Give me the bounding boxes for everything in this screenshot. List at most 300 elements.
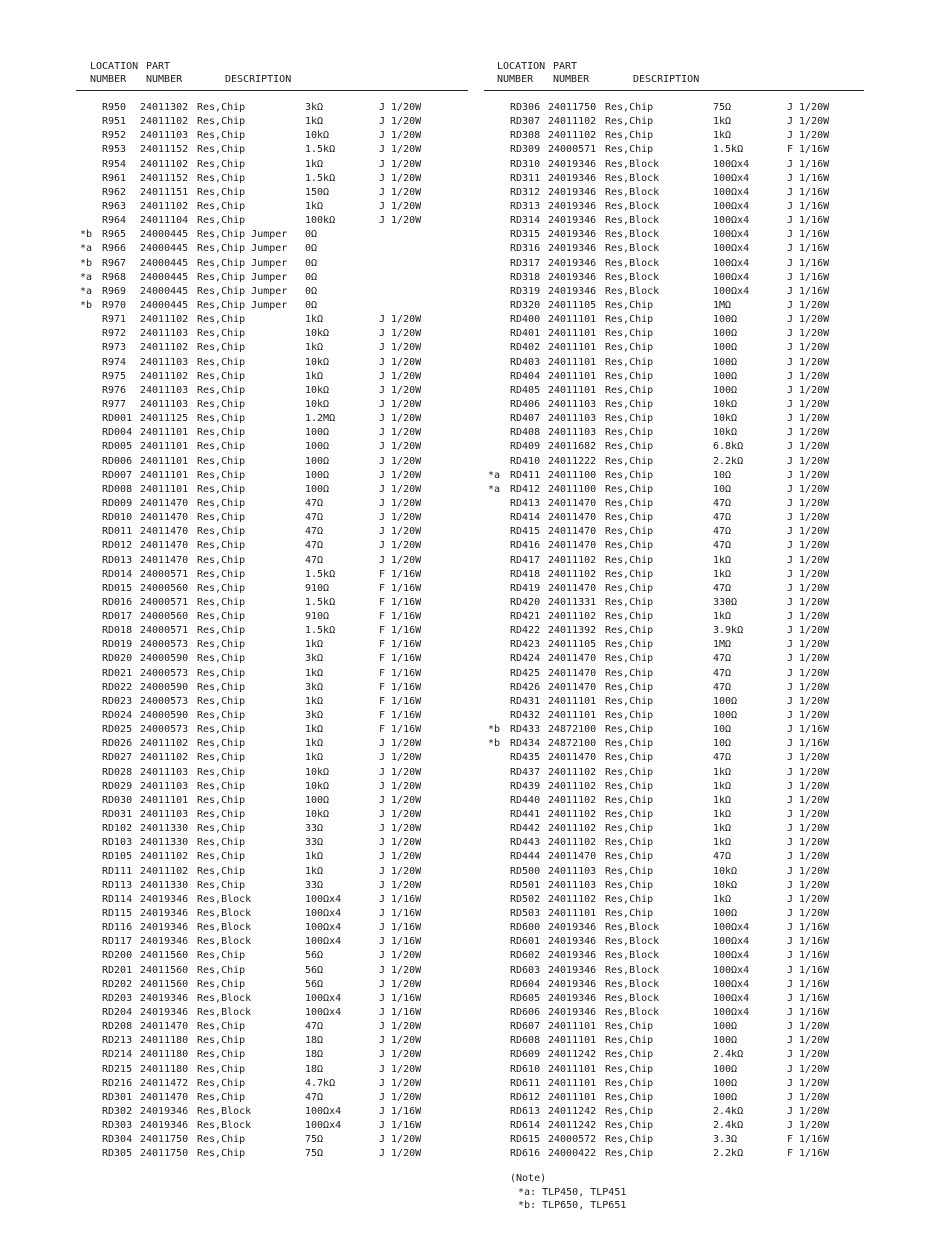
part-number: 24011101 bbox=[140, 427, 189, 439]
tolerance-wattage: J 1/20W bbox=[379, 1148, 422, 1160]
resistance-value: 1kΩ bbox=[713, 794, 732, 806]
tolerance-wattage: J 1/20W bbox=[379, 1077, 422, 1089]
description: Res,Chip bbox=[605, 342, 654, 354]
resistance-value: 100Ω bbox=[713, 1091, 738, 1103]
location-number: RD411 bbox=[510, 469, 541, 481]
tolerance-wattage: J 1/20W bbox=[787, 398, 830, 410]
table-row bbox=[484, 949, 864, 963]
table-row bbox=[76, 384, 468, 398]
resistance-value: 47Ω bbox=[305, 512, 324, 524]
part-number: 24011470 bbox=[140, 554, 189, 566]
part-number: 24011470 bbox=[548, 512, 597, 524]
tolerance-wattage: J 1/16W bbox=[379, 992, 422, 1004]
part-number: 24000445 bbox=[140, 229, 189, 241]
description: Res,Chip bbox=[197, 144, 246, 156]
table-row bbox=[76, 836, 468, 850]
description: Res,Chip bbox=[197, 794, 246, 806]
resistance-value: 47Ω bbox=[305, 1091, 324, 1103]
location-number: RD435 bbox=[510, 752, 541, 764]
tolerance-wattage: F 1/16W bbox=[379, 568, 422, 580]
resistance-value: 1kΩ bbox=[713, 893, 732, 905]
location-number: RD311 bbox=[510, 172, 541, 184]
note-marker: *a bbox=[80, 243, 93, 255]
resistance-value: 100Ωx4 bbox=[713, 978, 750, 990]
location-number: RD410 bbox=[510, 455, 541, 467]
part-number: 24019346 bbox=[548, 257, 597, 269]
part-number: 24011470 bbox=[548, 752, 597, 764]
resistance-value: 100Ω bbox=[305, 427, 330, 439]
table-row bbox=[76, 554, 468, 568]
note-block bbox=[510, 1172, 626, 1213]
description: Res,Chip bbox=[605, 1077, 654, 1089]
description: Res,Chip bbox=[197, 681, 246, 693]
description: Res,Chip bbox=[605, 653, 654, 665]
tolerance-wattage: J 1/20W bbox=[379, 1134, 422, 1146]
part-number: 24011560 bbox=[140, 978, 189, 990]
location-number: RD606 bbox=[510, 1007, 541, 1018]
description: Res,Chip bbox=[197, 978, 246, 990]
tolerance-wattage: J 1/20W bbox=[787, 865, 830, 877]
tolerance-wattage: J 1/16W bbox=[787, 1007, 830, 1018]
table-row bbox=[76, 172, 468, 186]
location-number: RD303 bbox=[102, 1120, 133, 1132]
location-number: RD320 bbox=[510, 299, 541, 311]
tolerance-wattage: J 1/20W bbox=[787, 540, 830, 552]
location-number: RD439 bbox=[510, 780, 541, 792]
description: Res,Chip bbox=[197, 1063, 246, 1075]
description: Res,Chip bbox=[197, 370, 246, 382]
table-row bbox=[76, 327, 468, 341]
resistance-value: 1kΩ bbox=[305, 370, 324, 382]
resistance-value: 10kΩ bbox=[713, 413, 738, 425]
tolerance-wattage: J 1/20W bbox=[379, 752, 422, 764]
location-number: RD116 bbox=[102, 922, 133, 934]
tolerance-wattage: J 1/20W bbox=[787, 441, 830, 453]
part-number: 24011101 bbox=[548, 384, 597, 396]
note-marker: *b bbox=[80, 257, 93, 269]
part-number: 24011101 bbox=[548, 342, 597, 354]
left-table-header bbox=[76, 58, 468, 91]
location-number: RD404 bbox=[510, 370, 541, 382]
part-number: 24011180 bbox=[140, 1035, 189, 1047]
location-number: RD309 bbox=[510, 144, 541, 156]
table-row bbox=[76, 667, 468, 681]
description: Res,Chip bbox=[197, 568, 246, 580]
tolerance-wattage: F 1/16W bbox=[379, 582, 422, 594]
resistance-value: 47Ω bbox=[305, 497, 324, 509]
resistance-value: 100Ω bbox=[305, 483, 330, 495]
description: Res,Chip bbox=[605, 413, 654, 425]
part-number: 24019346 bbox=[548, 285, 597, 297]
location-number: R964 bbox=[102, 215, 127, 227]
table-row bbox=[484, 935, 864, 949]
table-row bbox=[484, 921, 864, 935]
resistance-value: 47Ω bbox=[713, 540, 732, 552]
resistance-value: 1.5kΩ bbox=[305, 625, 336, 637]
location-number: RD306 bbox=[510, 102, 541, 113]
part-number: 24011470 bbox=[140, 540, 189, 552]
resistance-value: 47Ω bbox=[713, 497, 732, 509]
description: Res,Chip bbox=[605, 1035, 654, 1047]
tolerance-wattage: J 1/20W bbox=[787, 809, 830, 821]
description: Res,Chip bbox=[197, 653, 246, 665]
table-row bbox=[76, 1147, 468, 1161]
tolerance-wattage: J 1/20W bbox=[787, 526, 830, 538]
part-number: 24011103 bbox=[140, 398, 189, 410]
table-row bbox=[76, 101, 468, 115]
location-number: RD607 bbox=[510, 1021, 541, 1033]
part-number: 24011101 bbox=[548, 1091, 597, 1103]
part-number: 24019346 bbox=[548, 158, 597, 170]
part-number: 24019346 bbox=[548, 964, 597, 976]
resistance-value: 1kΩ bbox=[305, 695, 324, 707]
description: Res,Chip bbox=[605, 837, 654, 849]
note-marker: *a bbox=[80, 271, 93, 283]
tolerance-wattage: J 1/20W bbox=[379, 144, 422, 156]
part-number: 24011103 bbox=[140, 130, 189, 142]
tolerance-wattage: J 1/16W bbox=[787, 172, 830, 184]
resistance-value: 100Ω bbox=[305, 441, 330, 453]
tolerance-wattage: F 1/16W bbox=[379, 681, 422, 693]
resistance-value: 1kΩ bbox=[713, 568, 732, 580]
location-number: RD418 bbox=[510, 568, 541, 580]
location-number: RD200 bbox=[102, 950, 133, 962]
table-row bbox=[484, 822, 864, 836]
description: Res,Block bbox=[197, 992, 252, 1004]
table-row bbox=[484, 483, 864, 497]
location-number: RD016 bbox=[102, 596, 133, 608]
resistance-value: 47Ω bbox=[713, 653, 732, 665]
tolerance-wattage: J 1/20W bbox=[379, 102, 422, 113]
table-row bbox=[76, 978, 468, 992]
description: Res,Chip bbox=[605, 681, 654, 693]
description: Res,Chip bbox=[197, 724, 246, 736]
resistance-value: 3kΩ bbox=[305, 710, 324, 722]
part-number: 24019346 bbox=[548, 1007, 597, 1018]
resistance-value: 100Ω bbox=[713, 710, 738, 722]
part-number: 24011180 bbox=[140, 1049, 189, 1061]
description: Res,Chip bbox=[605, 695, 654, 707]
tolerance-wattage: J 1/16W bbox=[379, 936, 422, 948]
location-number: RD421 bbox=[510, 611, 541, 623]
description: Res,Chip bbox=[197, 441, 246, 453]
resistance-value: 1kΩ bbox=[305, 158, 324, 170]
description: Res,Block bbox=[197, 922, 252, 934]
table-row bbox=[76, 469, 468, 483]
table-row bbox=[76, 808, 468, 822]
description: Res,Chip bbox=[197, 540, 246, 552]
table-row bbox=[484, 271, 864, 285]
part-number: 24011222 bbox=[548, 455, 597, 467]
description: Res,Chip bbox=[197, 526, 246, 538]
location-number: R970 bbox=[102, 299, 127, 311]
description: Res,Chip bbox=[197, 752, 246, 764]
table-row bbox=[76, 398, 468, 412]
part-number: 24011102 bbox=[548, 766, 597, 778]
table-row bbox=[484, 341, 864, 355]
tolerance-wattage: J 1/16W bbox=[787, 738, 830, 750]
description: Res,Chip bbox=[605, 441, 654, 453]
description: Res,Chip bbox=[197, 512, 246, 524]
note-a: *a: TLP450, TLP451 bbox=[518, 1186, 627, 1198]
resistance-value: 1kΩ bbox=[713, 837, 732, 849]
location-number: RD412 bbox=[510, 483, 541, 495]
table-row bbox=[76, 695, 468, 709]
tolerance-wattage: J 1/20W bbox=[787, 766, 830, 778]
description: Res,Block bbox=[605, 271, 660, 283]
resistance-value: 100Ωx4 bbox=[305, 1120, 342, 1132]
location-number: RD317 bbox=[510, 257, 541, 269]
description: Res,Block bbox=[605, 257, 660, 269]
part-number: 24011103 bbox=[548, 413, 597, 425]
part-number: 24011102 bbox=[548, 794, 597, 806]
tolerance-wattage: J 1/16W bbox=[787, 285, 830, 297]
resistance-value: 100Ωx4 bbox=[713, 200, 750, 212]
table-row bbox=[76, 1020, 468, 1034]
table-row bbox=[76, 214, 468, 228]
description: Res,Chip bbox=[605, 794, 654, 806]
description: Res,Chip bbox=[197, 1049, 246, 1061]
description: Res,Block bbox=[605, 200, 660, 212]
description: Res,Chip bbox=[605, 823, 654, 835]
table-row bbox=[484, 1077, 864, 1091]
description: Res,Block bbox=[605, 950, 660, 962]
location-number: RD007 bbox=[102, 469, 133, 481]
resistance-value: 100Ω bbox=[713, 1035, 738, 1047]
tolerance-wattage: J 1/16W bbox=[787, 215, 830, 227]
location-number: RD413 bbox=[510, 497, 541, 509]
part-number: 24011101 bbox=[548, 370, 597, 382]
tolerance-wattage: J 1/20W bbox=[787, 794, 830, 806]
tolerance-wattage: F 1/16W bbox=[379, 653, 422, 665]
location-number: RD022 bbox=[102, 681, 133, 693]
resistance-value: 1.2MΩ bbox=[305, 413, 336, 425]
part-number: 24011102 bbox=[140, 752, 189, 764]
location-number: RD444 bbox=[510, 851, 541, 863]
resistance-value: 100Ωx4 bbox=[713, 936, 750, 948]
part-number: 24019346 bbox=[140, 936, 189, 948]
table-row bbox=[484, 850, 864, 864]
table-row bbox=[76, 1105, 468, 1119]
part-number: 24011102 bbox=[548, 809, 597, 821]
part-number: 24019346 bbox=[548, 229, 597, 241]
resistance-value: 47Ω bbox=[305, 554, 324, 566]
location-number: RD103 bbox=[102, 837, 133, 849]
location-number-header: LOCATION NUMBER bbox=[497, 61, 546, 85]
description-header: DESCRIPTION bbox=[225, 74, 292, 85]
tolerance-wattage: F 1/16W bbox=[379, 625, 422, 637]
table-row bbox=[484, 723, 864, 737]
tolerance-wattage: J 1/16W bbox=[379, 1105, 422, 1117]
table-row bbox=[484, 327, 864, 341]
table-row bbox=[484, 1048, 864, 1062]
location-number: RD500 bbox=[510, 865, 541, 877]
resistance-value: 10kΩ bbox=[713, 398, 738, 410]
tolerance-wattage: J 1/20W bbox=[787, 1120, 830, 1132]
tolerance-wattage: J 1/20W bbox=[787, 596, 830, 608]
resistance-value: 47Ω bbox=[305, 540, 324, 552]
description: Res,Chip bbox=[605, 299, 654, 311]
description: Res,Chip bbox=[197, 950, 246, 962]
part-number: 24019346 bbox=[548, 243, 597, 255]
table-row bbox=[484, 638, 864, 652]
part-number: 24019346 bbox=[140, 893, 189, 905]
part-number: 24011102 bbox=[140, 314, 189, 326]
description: Res,Block bbox=[197, 1105, 252, 1117]
tolerance-wattage: J 1/16W bbox=[787, 950, 830, 962]
location-number: RD401 bbox=[510, 328, 541, 340]
description: Res,Chip bbox=[605, 667, 654, 679]
part-number: 24019346 bbox=[140, 992, 189, 1004]
table-row bbox=[484, 766, 864, 780]
part-number: 24011102 bbox=[548, 116, 597, 128]
tolerance-wattage: J 1/20W bbox=[379, 200, 422, 212]
resistance-value: 100Ωx4 bbox=[305, 922, 342, 934]
resistance-value: 100Ω bbox=[713, 384, 738, 396]
description: Res,Block bbox=[197, 893, 252, 905]
location-number: RD202 bbox=[102, 978, 133, 990]
description: Res,Chip Jumper bbox=[197, 271, 288, 283]
note-marker: *b bbox=[80, 299, 93, 311]
description: Res,Block bbox=[605, 172, 660, 184]
tolerance-wattage: J 1/20W bbox=[379, 512, 422, 524]
table-row bbox=[484, 1091, 864, 1105]
resistance-value: 1kΩ bbox=[305, 342, 324, 354]
description: Res,Chip bbox=[605, 893, 654, 905]
part-number: 24019346 bbox=[548, 215, 597, 227]
part-number: 24019346 bbox=[548, 992, 597, 1004]
tolerance-wattage: J 1/20W bbox=[379, 851, 422, 863]
description: Res,Chip Jumper bbox=[197, 257, 288, 269]
description: Res,Chip bbox=[605, 611, 654, 623]
resistance-value: 1kΩ bbox=[713, 554, 732, 566]
resistance-value: 100Ωx4 bbox=[305, 893, 342, 905]
table-row bbox=[76, 158, 468, 172]
tolerance-wattage: J 1/16W bbox=[379, 1120, 422, 1132]
tolerance-wattage: J 1/16W bbox=[787, 978, 830, 990]
tolerance-wattage: J 1/20W bbox=[787, 455, 830, 467]
location-number: R966 bbox=[102, 243, 127, 255]
description: Res,Chip bbox=[197, 596, 246, 608]
location-number: RD419 bbox=[510, 582, 541, 594]
description: Res,Chip bbox=[605, 1105, 654, 1117]
location-number: RD304 bbox=[102, 1134, 133, 1146]
tolerance-wattage: J 1/20W bbox=[787, 554, 830, 566]
part-number: 24011682 bbox=[548, 441, 597, 453]
resistance-value: 100Ω bbox=[713, 342, 738, 354]
part-number: 24011101 bbox=[140, 441, 189, 453]
resistance-value: 1kΩ bbox=[713, 116, 732, 128]
tolerance-wattage: J 1/16W bbox=[787, 186, 830, 198]
location-number: RD115 bbox=[102, 908, 133, 920]
description: Res,Chip bbox=[605, 582, 654, 594]
table-row bbox=[484, 554, 864, 568]
table-row bbox=[484, 143, 864, 157]
resistance-value: 100Ω bbox=[305, 469, 330, 481]
part-number: 24011330 bbox=[140, 879, 189, 891]
table-row bbox=[76, 426, 468, 440]
location-number-header: LOCATION NUMBER bbox=[90, 61, 139, 85]
location-number: RD314 bbox=[510, 215, 541, 227]
tolerance-wattage: J 1/20W bbox=[379, 1049, 422, 1061]
tolerance-wattage: J 1/20W bbox=[787, 710, 830, 722]
part-number: 24019346 bbox=[140, 922, 189, 934]
part-number: 24011750 bbox=[140, 1148, 189, 1160]
tolerance-wattage: J 1/20W bbox=[379, 526, 422, 538]
tolerance-wattage: J 1/20W bbox=[787, 823, 830, 835]
tolerance-wattage: J 1/20W bbox=[379, 964, 422, 976]
tolerance-wattage: J 1/20W bbox=[379, 398, 422, 410]
part-number: 24011101 bbox=[548, 1035, 597, 1047]
tolerance-wattage: J 1/20W bbox=[787, 328, 830, 340]
resistance-value: 100Ωx4 bbox=[713, 964, 750, 976]
description: Res,Chip bbox=[605, 427, 654, 439]
location-number: RD014 bbox=[102, 568, 133, 580]
location-number: RD029 bbox=[102, 780, 133, 792]
part-number: 24011103 bbox=[140, 780, 189, 792]
description: Res,Chip bbox=[197, 483, 246, 495]
tolerance-wattage: J 1/20W bbox=[379, 497, 422, 509]
tolerance-wattage: J 1/16W bbox=[787, 271, 830, 283]
table-row bbox=[484, 907, 864, 921]
table-row bbox=[76, 921, 468, 935]
part-number: 24011102 bbox=[548, 893, 597, 905]
part-number: 24011101 bbox=[548, 314, 597, 326]
table-row bbox=[484, 1147, 864, 1161]
table-row bbox=[76, 271, 468, 285]
tolerance-wattage: J 1/20W bbox=[379, 540, 422, 552]
resistance-value: 1kΩ bbox=[713, 809, 732, 821]
location-number: RD605 bbox=[510, 992, 541, 1004]
table-row bbox=[484, 200, 864, 214]
description: Res,Chip bbox=[197, 215, 246, 227]
tolerance-wattage: J 1/20W bbox=[379, 441, 422, 453]
part-number: 24000572 bbox=[548, 1134, 597, 1146]
description: Res,Block bbox=[197, 936, 252, 948]
description: Res,Chip bbox=[197, 1134, 246, 1146]
description: Res,Chip bbox=[605, 639, 654, 651]
tolerance-wattage: J 1/16W bbox=[787, 922, 830, 934]
table-row bbox=[76, 638, 468, 652]
resistance-value: 56Ω bbox=[305, 978, 324, 990]
table-row bbox=[484, 214, 864, 228]
description: Res,Chip bbox=[605, 102, 654, 113]
tolerance-wattage: J 1/20W bbox=[787, 695, 830, 707]
part-number: 24872100 bbox=[548, 724, 597, 736]
resistance-value: 10kΩ bbox=[305, 356, 330, 368]
part-number: 24011750 bbox=[140, 1134, 189, 1146]
description: Res,Chip bbox=[605, 879, 654, 891]
description: Res,Chip bbox=[605, 469, 654, 481]
part-number: 24011101 bbox=[548, 1063, 597, 1075]
resistance-value: 2.4kΩ bbox=[713, 1120, 744, 1132]
part-number: 24019346 bbox=[548, 936, 597, 948]
location-number: RD001 bbox=[102, 413, 133, 425]
location-number: RD012 bbox=[102, 540, 133, 552]
resistance-value: 1kΩ bbox=[305, 667, 324, 679]
location-number: RD316 bbox=[510, 243, 541, 255]
tolerance-wattage: J 1/20W bbox=[379, 837, 422, 849]
tolerance-wattage: J 1/20W bbox=[787, 653, 830, 665]
description: Res,Chip bbox=[605, 738, 654, 750]
tolerance-wattage: J 1/20W bbox=[379, 738, 422, 750]
location-number: RD214 bbox=[102, 1049, 133, 1061]
tolerance-wattage: J 1/20W bbox=[787, 639, 830, 651]
tolerance-wattage: J 1/20W bbox=[787, 879, 830, 891]
location-number: RD602 bbox=[510, 950, 541, 962]
part-number: 24011103 bbox=[140, 809, 189, 821]
tolerance-wattage: J 1/20W bbox=[787, 752, 830, 764]
